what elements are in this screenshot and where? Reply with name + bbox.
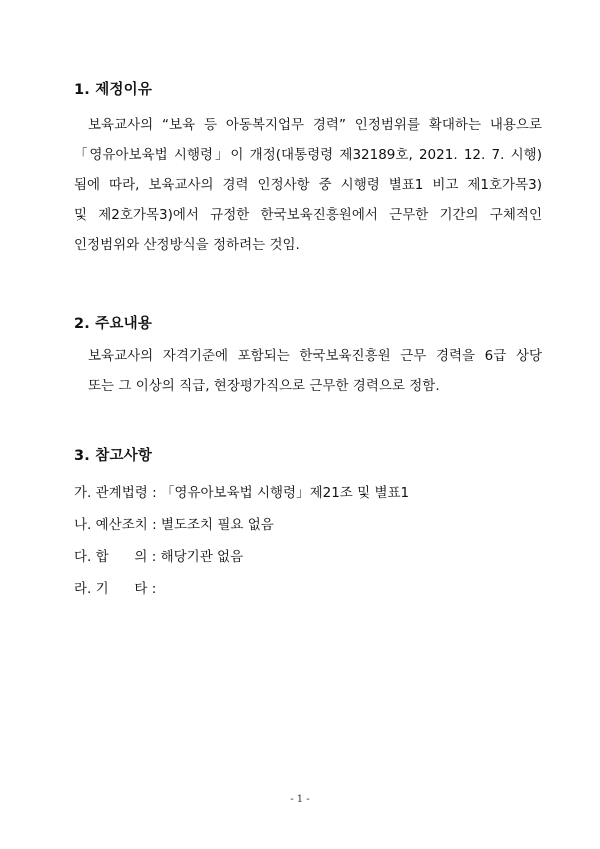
section-2-body — [88, 341, 542, 401]
reference-item-budget: 나. 예산조치 : 별도조치 필요 없음 — [74, 517, 274, 533]
section-2-line-2: 또는 그 이상의 직급, 현장평가직으로 근무한 경력으로 정함. — [88, 378, 440, 394]
section-1-body — [74, 110, 542, 260]
section-1-line-1: 보육교사의 “보육 등 아동복지업무 경력” 인정범위를 확대하는 내용으로 — [88, 117, 542, 133]
reference-item-related-law: 가. 관계법령 : 「영유아보육법 시행령」제21조 및 별표1 — [74, 485, 410, 501]
section-1-line-3: 됨에 따라, 보육교사의 경력 인정사항 중 시행령 별표1 비고 제1호가목3) — [74, 177, 542, 193]
reference-item-other: 라. 기 타 : — [74, 581, 157, 597]
section-1-title: 1. 제정이유 — [74, 82, 153, 98]
section-1-line-5: 인정범위와 산정방식을 정하려는 것임. — [74, 237, 300, 253]
page-number: - 1 - — [290, 794, 310, 805]
reference-item-consultation: 다. 합 의 : 해당기관 없음 — [74, 549, 244, 565]
section-1-line-4: 및 제2호가목3)에서 규정한 한국보육진흥원에서 근무한 기간의 구체적인 — [74, 207, 542, 223]
section-1-line-2: 「영유아보육법 시행령」이 개정(대통령령 제32189호, 2021. 12. 7. 시행) — [74, 147, 542, 163]
section-3-title: 3. 참고사항 — [74, 448, 153, 464]
section-2-title: 2. 주요내용 — [74, 316, 153, 332]
section-2-line-1: 보육교사의 자격기준에 포함되는 한국보육진흥원 근무 경력을 6급 상당 — [88, 348, 542, 364]
